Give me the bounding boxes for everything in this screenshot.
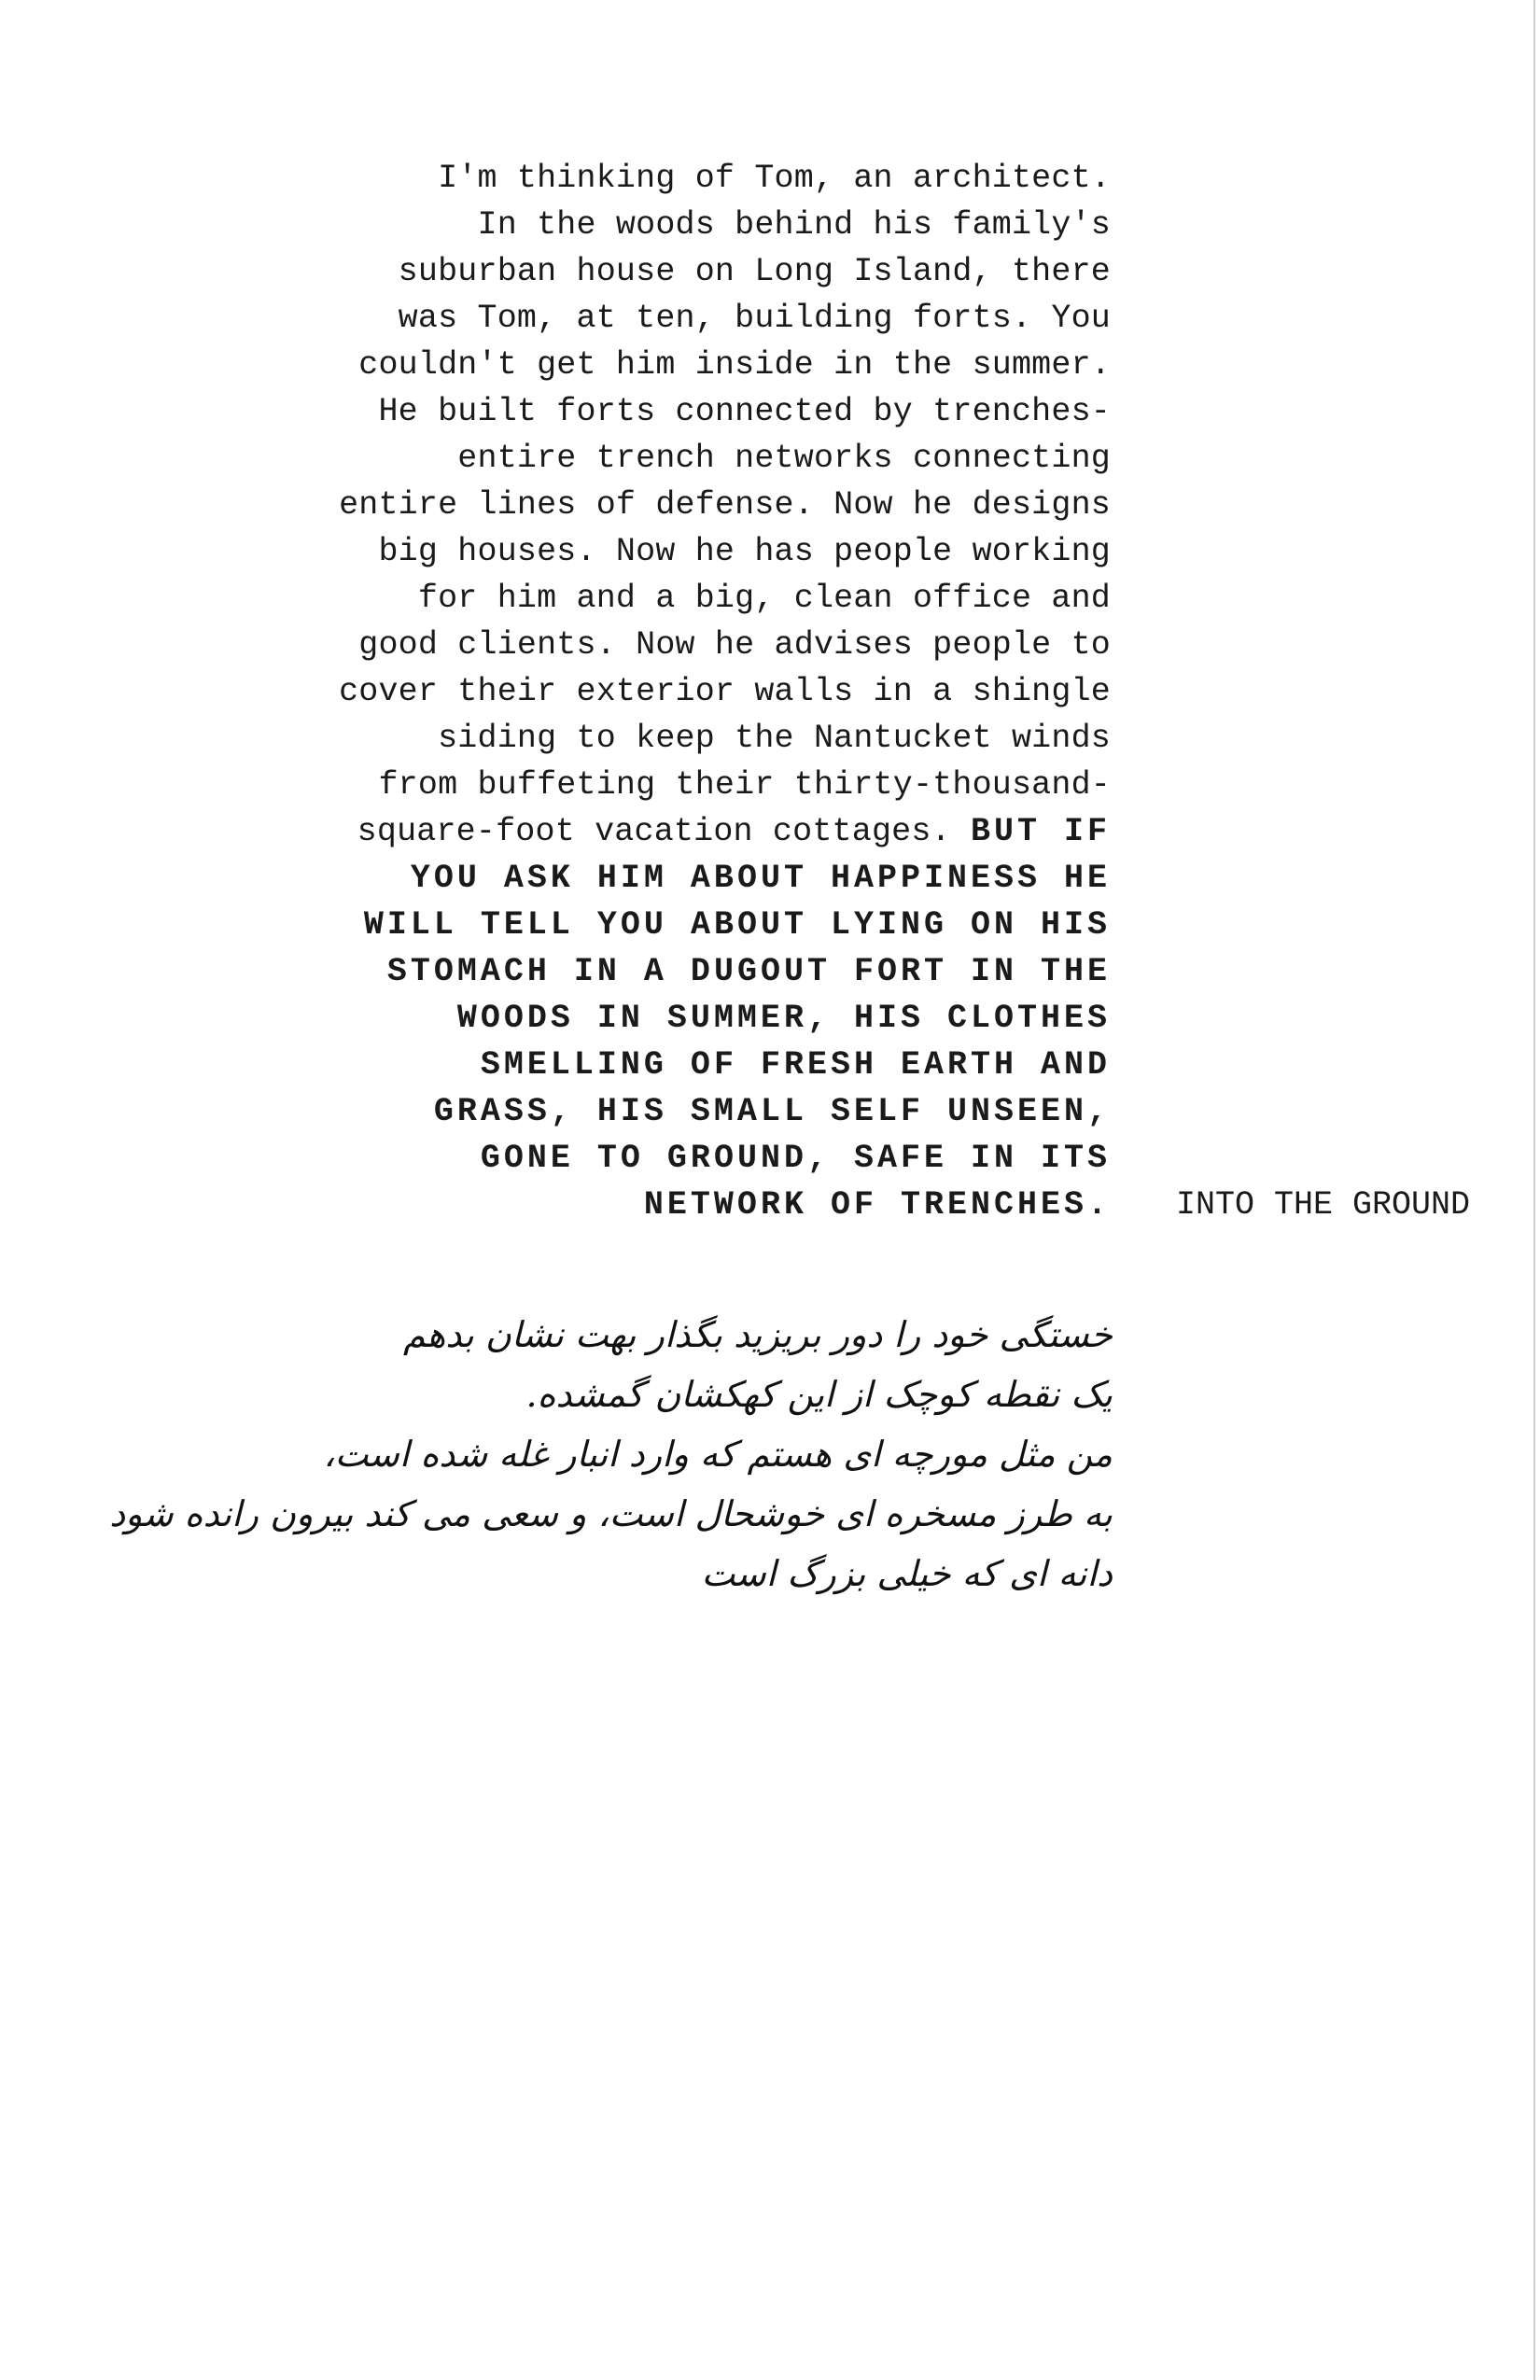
passage-line: for him and a big, clean office and (417, 580, 1111, 617)
passage-line: suburban house on Long Island, there (398, 253, 1111, 290)
emphasis-inline-start: BUT IF (970, 813, 1111, 850)
english-passage (308, 155, 1111, 1228)
emphasis-line: NETWORK OF TRENCHES. (643, 1186, 1111, 1224)
passage-line: entire trench networks connecting (457, 440, 1111, 477)
passage-line: entire lines of defense. Now he designs (339, 486, 1111, 524)
emphasis-line: YOU ASK HIM ABOUT HAPPINESS HE (410, 860, 1111, 897)
persian-line: به طرز مسخره ای خوشحال است، و سعی می کند بیرون رانده شود (109, 1493, 1113, 1534)
passage-line-mixed (308, 808, 1111, 855)
persian-line: یک نقطه کوچک از این کهکشان گمشده. (525, 1374, 1113, 1415)
persian-line: من مثل مورچه ای هستم که وارد انبار غله شده است، (323, 1434, 1113, 1475)
emphasis-line: WILL TELL YOU ABOUT LYING ON HIS (363, 906, 1111, 944)
emphasis-line: WOODS IN SUMMER, HIS CLOTHES (456, 1000, 1111, 1037)
section-title: INTO THE GROUND (1176, 1186, 1471, 1224)
passage-line: big houses. Now he has people working (378, 533, 1111, 570)
passage-line: cover their exterior walls in a shingle (339, 673, 1111, 710)
persian-line: دانه ای که خیلی بزرگ است (701, 1553, 1113, 1594)
emphasis-line: GRASS, HIS SMALL SELF UNSEEN, (433, 1093, 1111, 1130)
passage-line: siding to keep the Nantucket winds (438, 720, 1111, 757)
passage-line: good clients. Now he advises people to (358, 626, 1111, 664)
emphasis-line: GONE TO GROUND, SAFE IN ITS (480, 1140, 1111, 1177)
passage-line: was Tom, at ten, building forts. You (398, 300, 1111, 337)
passage-line: couldn't get him inside in the summer. (358, 346, 1111, 384)
persian-line: خستگی خود را دور بریزید بگذار بهت نشان بدهم (403, 1314, 1113, 1355)
emphasis-line: STOMACH IN A DUGOUT FORT IN THE (386, 953, 1111, 990)
passage-line-text: square-foot vacation cottages. (357, 813, 971, 850)
emphasis-line: SMELLING OF FRESH EARTH AND (480, 1046, 1111, 1084)
passage-line: I'm thinking of Tom, an architect. (438, 160, 1111, 197)
persian-passage (109, 1305, 1113, 1603)
passage-line: from buffeting their thirty-thousand- (378, 766, 1111, 804)
page-edge-divider (1533, 0, 1535, 2380)
passage-line: In the woods behind his family's (477, 206, 1111, 244)
passage-line: He built forts connected by trenches- (378, 393, 1111, 430)
